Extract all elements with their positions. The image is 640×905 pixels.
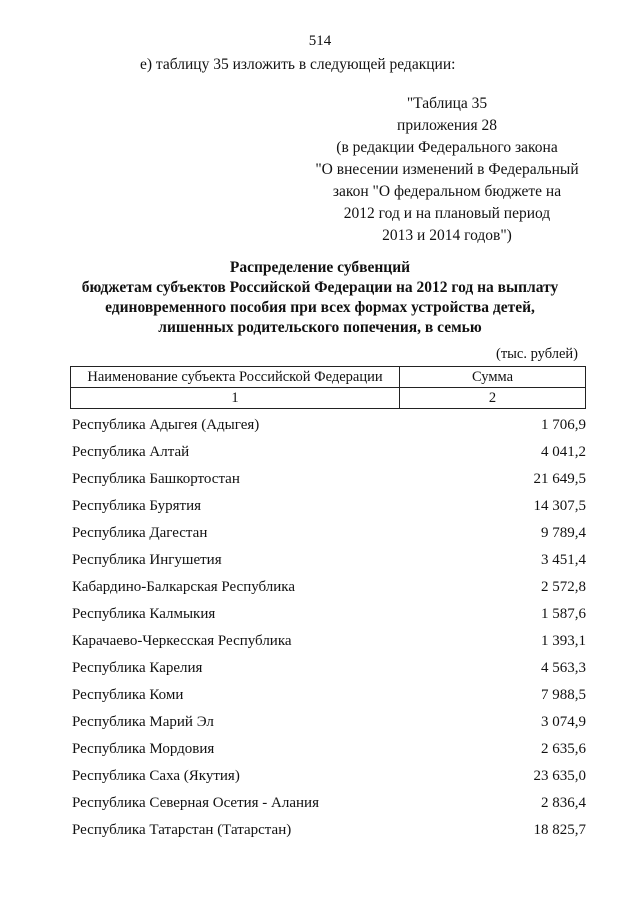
amount: 9 789,4 [541,525,586,541]
reference-line: "Таблица 35 [406,95,488,112]
table-reference-block [300,93,594,247]
table-row [72,601,586,628]
table-row [72,520,586,547]
document-title [0,258,640,338]
region-name: Республика Калмыкия [72,606,216,622]
region-name: Республика Ингушетия [72,552,222,568]
amount: 7 988,5 [541,687,586,703]
title-line: Распределение субвенций [229,259,411,276]
intro-text: е) таблицу 35 изложить в следующей редакции: [140,56,456,73]
reference-line: "О внесении изменений в Федеральный [315,161,579,178]
region-name: Республика Северная Осетия - Алания [72,795,319,811]
region-name: Республика Адыгея (Адыгея) [72,417,260,433]
amount: 2 572,8 [541,579,586,595]
table-row [72,547,586,574]
region-name: Кабардино-Балкарская Республика [72,579,296,595]
table-row [72,493,586,520]
table-row [72,682,586,709]
column-number-2: 2 [400,388,586,409]
amount: 3 451,4 [541,552,586,568]
region-name: Республика Марий Эл [72,714,214,730]
amount: 1 393,1 [541,633,586,649]
reference-line: 2012 год и на плановый период [343,205,551,222]
region-name: Республика Саха (Якутия) [72,768,240,784]
table-header [70,366,586,409]
amount: 3 074,9 [541,714,586,730]
region-name: Карачаево-Черкесская Республика [72,633,292,649]
reference-line: (в редакции Федерального закона [336,139,558,156]
region-name: Республика Татарстан (Татарстан) [72,822,292,838]
region-name: Республика Коми [72,687,184,703]
region-name: Республика Карелия [72,660,203,676]
table-row [72,466,586,493]
header-sum: Сумма [400,367,586,388]
region-name: Республика Бурятия [72,498,202,514]
table-row [72,655,586,682]
table-row [72,736,586,763]
page-number: 514 [308,33,332,49]
table-body [72,412,586,844]
region-name: Республика Алтай [72,444,190,460]
title-line: единовременного пособия при всех формах устройства детей, [105,299,535,316]
amount: 4 041,2 [541,444,586,460]
amount: 2 836,4 [541,795,586,811]
table-row [72,709,586,736]
amount: 14 307,5 [533,498,586,514]
title-line: бюджетам субъектов Российской Федерации на 2012 год на выплату [81,279,559,296]
amount: 4 563,3 [541,660,586,676]
table-row [72,439,586,466]
table-row [72,574,586,601]
amount: 1 587,6 [541,606,586,622]
column-number-1: 1 [71,388,400,409]
table-row [72,790,586,817]
table-row [72,763,586,790]
region-name: Республика Дагестан [72,525,208,541]
reference-line: закон "О федеральном бюджете на [332,183,562,200]
title-line: лишенных родительского попечения, в семью [158,319,482,336]
table-row [72,412,586,439]
amount: 2 635,6 [541,741,586,757]
table-row [72,817,586,844]
header-name: Наименование субъекта Российской Федерации [71,367,400,388]
region-name: Республика Башкортостан [72,471,240,487]
amount: 21 649,5 [533,471,586,487]
amount: 23 635,0 [533,768,586,784]
amount: 18 825,7 [533,822,586,838]
reference-line: 2013 и 2014 годов") [382,227,512,244]
reference-line: приложения 28 [397,117,497,134]
amount: 1 706,9 [541,417,586,433]
units-label: (тыс. рублей) [496,346,578,362]
region-name: Республика Мордовия [72,741,215,757]
table-row [72,628,586,655]
